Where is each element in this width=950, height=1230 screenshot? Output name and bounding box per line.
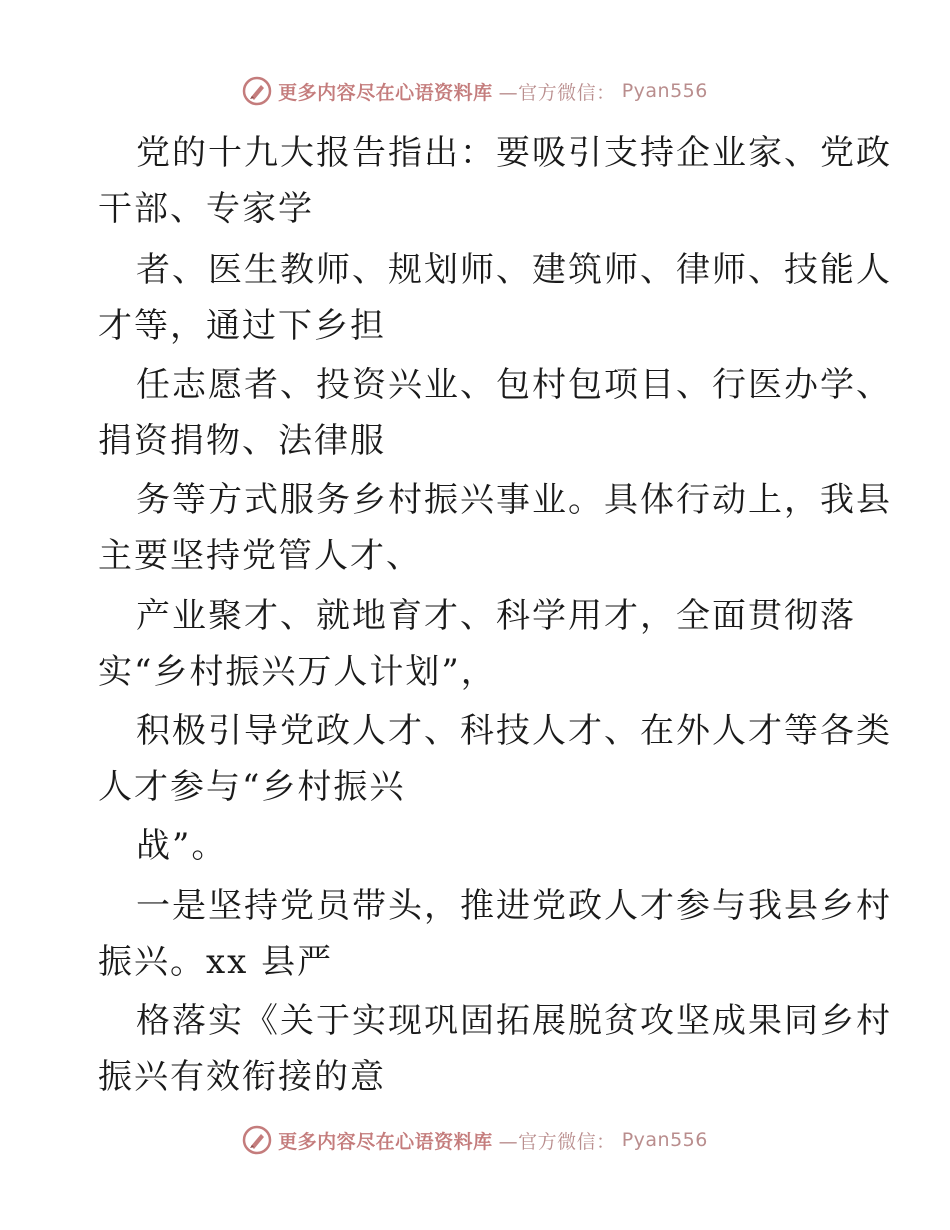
body-line: 务等方式服务乡村振兴事业。具体行动上，我县	[136, 480, 892, 520]
body-line: 格落实《关于实现巩固拓展脱贫攻坚成果同乡村	[136, 1001, 892, 1041]
body-line: 才等，通过下乡担	[98, 306, 386, 346]
body-line: 任志愿者、投资兴业、包村包项目、行医办学、	[136, 365, 892, 405]
pen-logo-icon	[242, 1125, 272, 1155]
watermark-dash-text: —官方微信：	[498, 81, 616, 104]
watermark-brand-text: 更多内容尽在心语资料库	[278, 1130, 493, 1153]
pen-logo-icon	[242, 76, 272, 106]
body-line: 战”。	[136, 826, 228, 866]
body-line: 干部、专家学	[98, 189, 314, 229]
header-watermark	[0, 71, 950, 111]
body-line: 积极引导党政人才、科技人才、在外人才等各类	[136, 711, 892, 751]
watermark-dash-text: —官方微信：	[498, 1130, 616, 1153]
body-line: 产业聚才、就地育才、科学用才，全面贯彻落	[136, 596, 856, 636]
watermark-wechat-id: Pyan556	[621, 1129, 708, 1151]
body-line: 振兴有效衔接的意	[98, 1057, 386, 1097]
body-line: 一是坚持党员带头，推进党政人才参与我县乡村	[136, 886, 892, 926]
body-line: 振兴。xx 县严	[98, 942, 334, 982]
body-line: 党的十九大报告指出：要吸引支持企业家、党政	[136, 133, 892, 173]
document-body	[0, 120, 950, 1120]
body-line: 捐资捐物、法律服	[98, 421, 386, 461]
watermark-wechat-id: Pyan556	[621, 80, 708, 102]
body-line: 人才参与“乡村振兴	[98, 767, 406, 807]
body-line: 主要坚持党管人才、	[98, 536, 422, 576]
body-line: 实“乡村振兴万人计划”，	[98, 652, 497, 692]
footer-watermark	[0, 1120, 950, 1160]
body-line: 者、医生教师、规划师、建筑师、律师、技能人	[136, 250, 892, 290]
watermark-brand-text: 更多内容尽在心语资料库	[278, 81, 493, 104]
